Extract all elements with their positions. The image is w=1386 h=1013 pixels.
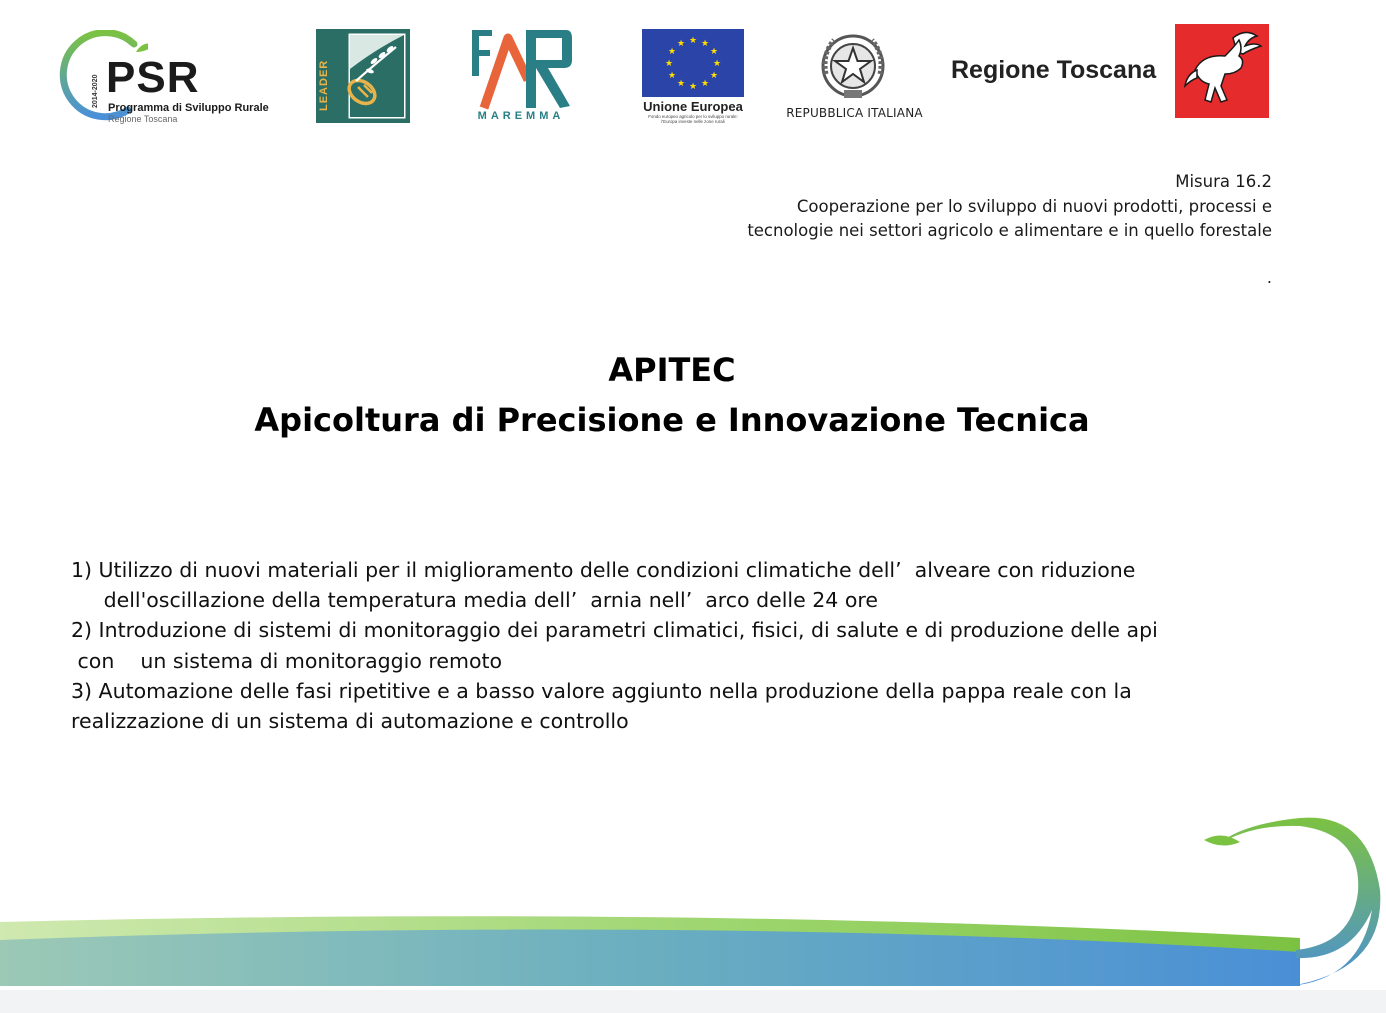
eu-flag-icon: [642, 29, 744, 97]
regione-toscana-name: Regione Toscana: [951, 56, 1157, 84]
leader-logo: [316, 29, 410, 123]
regione-toscana-flag: [1175, 24, 1269, 118]
svg-text:★: ★: [700, 79, 710, 89]
measure-block: [747, 170, 1272, 244]
svg-text:★: ★: [688, 82, 698, 92]
leader-vertical-label: LEADER: [318, 59, 330, 111]
psr-region-name: Regione Toscana: [108, 114, 178, 124]
svg-text:★: ★: [667, 71, 677, 81]
maremma-label: MAREMMA: [477, 110, 565, 122]
svg-text:★: ★: [712, 59, 722, 69]
italian-emblem-icon: [820, 30, 886, 102]
svg-text:★: ★: [664, 59, 674, 69]
project-title-block: [0, 345, 1344, 445]
measure-code: Misura 16.2: [1175, 172, 1272, 191]
svg-text:★: ★: [676, 79, 686, 89]
svg-text:★: ★: [667, 47, 677, 57]
footer-wave-decoration: [0, 810, 1386, 990]
svg-text:★: ★: [676, 39, 686, 49]
project-acronym: APITEC: [608, 351, 736, 389]
pegasus-icon: [1175, 24, 1269, 118]
svg-text:★: ★: [700, 39, 710, 49]
objective-line: 3) Automazione delle fasi ripetitive e a basso valore aggiunto nella produzione della pappa reale con la: [71, 678, 1132, 703]
measure-dot: .: [1266, 268, 1272, 287]
objective-line: dell'oscillazione della temperatura media dell’ arnia nell’ arco delle 24 ore: [71, 588, 878, 613]
repubblica-text: REPUBBLICA ITALIANA: [786, 106, 923, 120]
objective-line: realizzazione di un sistema di automazione e controllo: [71, 709, 629, 734]
objective-line: 2) Introduzione di sistemi di monitoraggio dei parametri climatici, fisici, di salute e di produzione delle api: [71, 618, 1158, 643]
objective-line: con un sistema di monitoraggio remoto: [71, 648, 503, 673]
objectives-list: [71, 555, 1271, 736]
footer-bar: [0, 990, 1386, 1013]
eu-fund-text: Fondo europeo agricolo per lo sviluppo rurale: l'Europa investe nelle zone rurali: [648, 114, 738, 124]
eu-title: Unione Europea: [643, 99, 743, 114]
measure-description-line2: tecnologie nei settori agricolo e alimentare e in quello forestale: [747, 221, 1272, 240]
svg-text:★: ★: [709, 71, 719, 81]
maremma-logo: [470, 28, 572, 126]
svg-text:★: ★: [688, 36, 698, 46]
repubblica-logo: [782, 30, 927, 126]
svg-text:★: ★: [709, 47, 719, 57]
psr-years: 2014-2020: [92, 74, 99, 108]
eu-logo: [640, 29, 746, 126]
measure-description-line1: Cooperazione per lo sviluppo di nuovi prodotti, processi e: [796, 196, 1272, 216]
project-full-title: Apicoltura di Precisione e Innovazione Tecnica: [254, 401, 1090, 439]
psr-program-name: Programma di Sviluppo Rurale: [108, 102, 269, 114]
psr-wordmark: PSR: [106, 53, 200, 102]
objective-line: 1) Utilizzo di nuovi materiali per il miglioramento delle condizioni climatiche dell’ alveare con riduzione: [71, 558, 1136, 582]
psr-logo: [56, 28, 286, 128]
